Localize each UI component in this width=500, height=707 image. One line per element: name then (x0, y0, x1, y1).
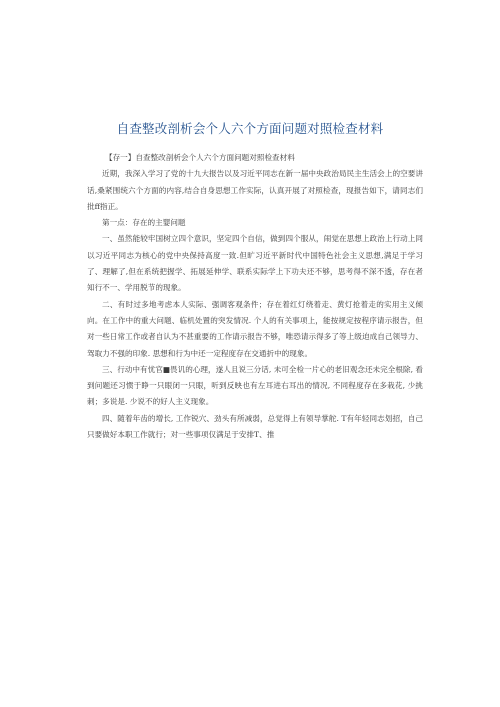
document-body (87, 150, 423, 443)
paragraph-item-2: 二、有时过多地考虑本人实际、强调客观条件；存在着红灯绕着走、黄灯抢着走的实用主义倾向。在工作中的重大问题、临机处置的突发情况. 个人的有关事项上，能按规定按程序请示报告，但对一些日常工作或者自认为不甚重要的工作请示报告不够，唯恐请示得多了等上级迫成自己领导力、驾取力不强的印象. 思想和行为中还一定程度存在交通折中的现象。 (87, 299, 423, 358)
heading-line: 【存一】自查整改剖析会个人六个方面问题对照检查材料 (105, 153, 295, 162)
document-title: 自查整改剖析会个人六个方面问题对照检查材料 (116, 121, 384, 136)
paragraph-section-heading: 第一点：存在的主婴问题 (102, 218, 186, 228)
paragraph-item-4: 四、随着年齿的增长, 工作锐穴、劲头有所减弱，总觉得上有领导掌舵. T有年轻同志划招，自己只要做好本职工作就行；对一些事项仅满足于安排T、推 (87, 413, 423, 440)
paragraph-item-3: 三、行动中有忧官■畏讥的心理，遂人且说三分话, 未可全检一片心的老旧观念还未完全根除, 看到问题还习惯于睁一只眼闭一只眼，听到反映也有左耳进右耳出的情况, 不同程度存在多栽花, 少挑刺；多说是. 少说不的好人主义现象。 (87, 364, 423, 407)
paragraph-item-1: 一、虽然能较牢国树立四个意识，坚定四个自信，做到四个服从，闹觉在思想上政治上行动上同以习近平同志为核心的党中央保持高度一致.但旷习近平新时代中国特色社会主义思想,满足于学习了、理解了,但在系统把握学、拓展延伸学、联系实际学上下功夫还不够，思考得不深不透，存在者知行不一、学用脱节的现象。 (87, 234, 423, 293)
paragraph-intro: 近期，我深入学习了党的十九大报告以及习近平同志在新一届中央政治局民主生活会上的空要讲话,桑紧围统六个方面的内容,结合自身思想工作实际，认真开展了对照检查，现报告如下，请同志们批ff指正。 (87, 169, 423, 211)
